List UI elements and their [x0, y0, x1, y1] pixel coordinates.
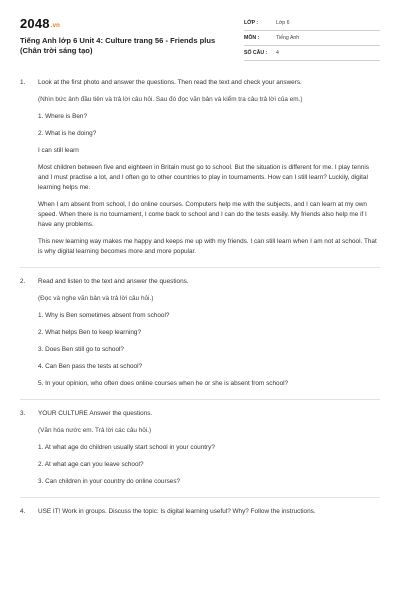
- question-item: 2. What is he doing?: [38, 130, 97, 137]
- question-3: [20, 409, 380, 487]
- question-list: [20, 78, 380, 517]
- meta-row-count: [244, 46, 380, 61]
- meta-table: [244, 16, 380, 61]
- question-number: 4.: [20, 508, 26, 515]
- text-paragraph: Most children between five and eighteen in Britain must go to school. But the situation is different for me. I play tennis and I must practise a lot, and I often go to other countries to play in tournaments. How can I still learn? Luckily, digital learning helps me.: [38, 164, 369, 191]
- page-title: [20, 36, 230, 56]
- meta-value: Tiếng Anh: [276, 35, 300, 41]
- question-item: 3. Can children in your country do online courses?: [38, 478, 181, 485]
- question-heading: Look at the first photo and answer the questions. Then read the text and check your answers.: [38, 79, 302, 86]
- title-line-2: (Chân trời sáng tạo): [20, 46, 93, 55]
- question-translation: (Đọc và nghe văn bản và trả lời câu hỏi.): [38, 295, 154, 302]
- text-paragraph: This new learning way makes me happy and keeps me up with my friends. I can still learn when I am not at school. That is why digital learning becomes more and more popular.: [38, 238, 377, 255]
- question-body: [38, 78, 380, 257]
- question-heading: USE IT! Work in groups. Discuss the topic: Is digital learning useful? Why? Follow the instructions.: [38, 508, 316, 515]
- text-title: I can still learn: [38, 147, 79, 154]
- site-logo[interactable]: [20, 16, 60, 31]
- question-translation: (Văn hóa nước em. Trả lời các câu hỏi.): [38, 427, 152, 434]
- logo-text: 2048: [20, 16, 50, 31]
- question-2: [20, 277, 380, 389]
- question-heading: YOUR CULTURE Answer the questions.: [38, 410, 153, 417]
- divider: [20, 267, 380, 268]
- title-line-1: Tiếng Anh lớp 6 Unit 4: Culture trang 56 - Friends plus: [20, 36, 216, 45]
- question-4: [20, 507, 380, 517]
- divider: [20, 399, 380, 400]
- meta-label: LỚP :: [244, 20, 259, 26]
- divider: [20, 497, 380, 498]
- meta-label: MÔN :: [244, 35, 260, 41]
- question-body: [38, 507, 380, 517]
- meta-row-subject: [244, 31, 380, 46]
- question-translation: (Nhìn bức ảnh đầu tiên và trả lời câu hỏi. Sau đó đọc văn bản và kiểm tra câu trả lời của em.): [38, 96, 303, 103]
- question-item: 3. Does Ben still go to school?: [38, 346, 124, 353]
- question-1: [20, 78, 380, 257]
- question-body: [38, 277, 380, 389]
- question-item: 1. At what age do children usually start school in your country?: [38, 444, 215, 451]
- question-item: 1. Where is Ben?: [38, 113, 88, 120]
- question-heading: Read and listen to the text and answer the questions.: [38, 278, 189, 285]
- meta-value: Lớp 6: [276, 20, 290, 26]
- text-paragraph: When I am absent from school, I do online courses. Computers help me with the subjects, and I can learn at my own speed. When there is no tournament, I come back to school and I can do the tests easily. My friends also help me if I have any problems.: [38, 201, 367, 228]
- question-item: 2. At what age can you leave school?: [38, 461, 144, 468]
- question-number: 2.: [20, 278, 26, 285]
- question-item: 1. Why is Ben sometimes absent from school?: [38, 312, 170, 319]
- question-number: 3.: [20, 410, 26, 417]
- question-item: 2. What helps Ben to keep learning?: [38, 329, 142, 336]
- question-body: [38, 409, 380, 487]
- meta-value: 4: [276, 50, 279, 56]
- question-item: 5. In your opinion, who often does online courses when he or she is absent from school?: [38, 380, 289, 387]
- question-number: 1.: [20, 79, 26, 86]
- logo-suffix: .vn: [50, 23, 61, 29]
- page-header: [20, 14, 380, 72]
- meta-label: SỐ CÂU :: [244, 50, 268, 56]
- meta-row-class: [244, 16, 380, 31]
- question-item: 4. Can Ben pass the tests at school?: [38, 363, 143, 370]
